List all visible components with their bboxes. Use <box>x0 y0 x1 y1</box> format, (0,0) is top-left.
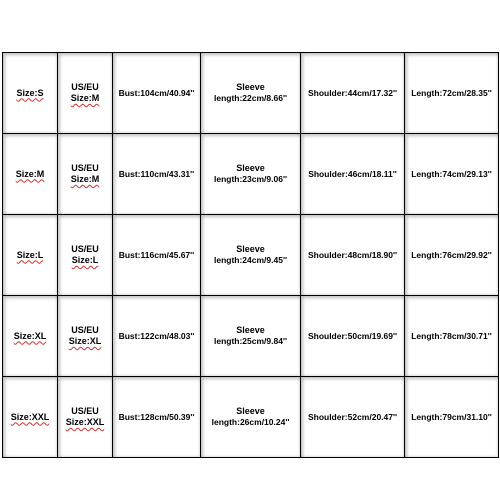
us-eu-label: US/EU <box>71 406 99 416</box>
bust-cell <box>113 377 201 458</box>
size-table <box>2 52 499 458</box>
us-eu-size: Size:XXL <box>65 417 105 427</box>
us-eu-cell <box>58 53 113 134</box>
size-cell <box>3 215 58 296</box>
bust-value: Bust:122cm/48.03'' <box>118 330 195 341</box>
size-chart <box>2 52 498 452</box>
us-eu-size: Size:L <box>71 255 99 265</box>
shoulder-cell <box>301 53 405 134</box>
length-cell <box>405 53 499 134</box>
size-label: Size:XL <box>13 330 47 341</box>
us-eu-size: Size:XL <box>68 336 102 346</box>
sleeve-label: Sleeve <box>236 163 265 173</box>
size-cell <box>3 53 58 134</box>
bust-cell <box>113 134 201 215</box>
sleeve-value: length:23cm/9.06'' <box>213 174 287 184</box>
sleeve-value: length:22cm/8.66'' <box>213 93 287 103</box>
us-eu-label: US/EU <box>71 325 99 335</box>
length-cell <box>405 296 499 377</box>
size-label: Size:S <box>16 87 44 98</box>
shoulder-value: Shoulder:44cm/17.32'' <box>307 87 398 98</box>
bust-value: Bust:110cm/43.31'' <box>118 168 195 179</box>
length-cell <box>405 134 499 215</box>
sleeve-value: length:24cm/9.45'' <box>213 255 287 265</box>
length-cell <box>405 215 499 296</box>
shoulder-value: Shoulder:52cm/20.47'' <box>307 411 398 422</box>
sleeve-cell <box>201 296 301 377</box>
us-eu-label: US/EU <box>71 244 99 254</box>
shoulder-cell <box>301 296 405 377</box>
us-eu-label: US/EU <box>71 163 99 173</box>
us-eu-cell <box>58 296 113 377</box>
sleeve-label: Sleeve <box>236 325 265 335</box>
size-label: Size:XXL <box>10 411 50 422</box>
sleeve-label: Sleeve <box>236 244 265 254</box>
shoulder-value: Shoulder:50cm/19.69'' <box>307 330 398 341</box>
length-value: Length:79cm/31.10'' <box>411 411 492 422</box>
sleeve-cell <box>201 134 301 215</box>
sleeve-label: Sleeve <box>236 82 265 92</box>
bust-cell <box>113 296 201 377</box>
us-eu-size: Size:M <box>70 174 100 184</box>
length-value: Length:74cm/29.13'' <box>411 168 492 179</box>
size-label: Size:M <box>15 168 45 179</box>
sleeve-cell <box>201 215 301 296</box>
us-eu-label: US/EU <box>71 82 99 92</box>
length-value: Length:78cm/30.71'' <box>411 330 492 341</box>
table-row <box>3 377 499 458</box>
bust-value: Bust:128cm/50.39'' <box>118 411 195 422</box>
table-row <box>3 215 499 296</box>
table-row <box>3 296 499 377</box>
shoulder-cell <box>301 134 405 215</box>
table-row <box>3 134 499 215</box>
us-eu-size: Size:M <box>70 93 100 103</box>
shoulder-value: Shoulder:46cm/18.11'' <box>308 168 397 179</box>
length-cell <box>405 377 499 458</box>
bust-value: Bust:104cm/40.94'' <box>118 87 195 98</box>
length-value: Length:72cm/28.35'' <box>411 87 492 98</box>
sleeve-cell <box>201 377 301 458</box>
sleeve-label: Sleeve <box>236 406 265 416</box>
size-cell <box>3 134 58 215</box>
bust-cell <box>113 53 201 134</box>
us-eu-cell <box>58 377 113 458</box>
us-eu-cell <box>58 134 113 215</box>
bust-cell <box>113 215 201 296</box>
size-cell <box>3 377 58 458</box>
sleeve-value: length:26cm/10.24'' <box>211 417 290 427</box>
sleeve-value: length:25cm/9.84'' <box>213 336 287 346</box>
table-row <box>3 53 499 134</box>
us-eu-cell <box>58 215 113 296</box>
size-label: Size:L <box>16 249 44 260</box>
bust-value: Bust:116cm/45.67'' <box>118 249 195 260</box>
shoulder-cell <box>301 377 405 458</box>
size-cell <box>3 296 58 377</box>
length-value: Length:76cm/29.92'' <box>411 249 492 260</box>
sleeve-cell <box>201 53 301 134</box>
shoulder-cell <box>301 215 405 296</box>
shoulder-value: Shoulder:48cm/18.90'' <box>307 249 398 260</box>
